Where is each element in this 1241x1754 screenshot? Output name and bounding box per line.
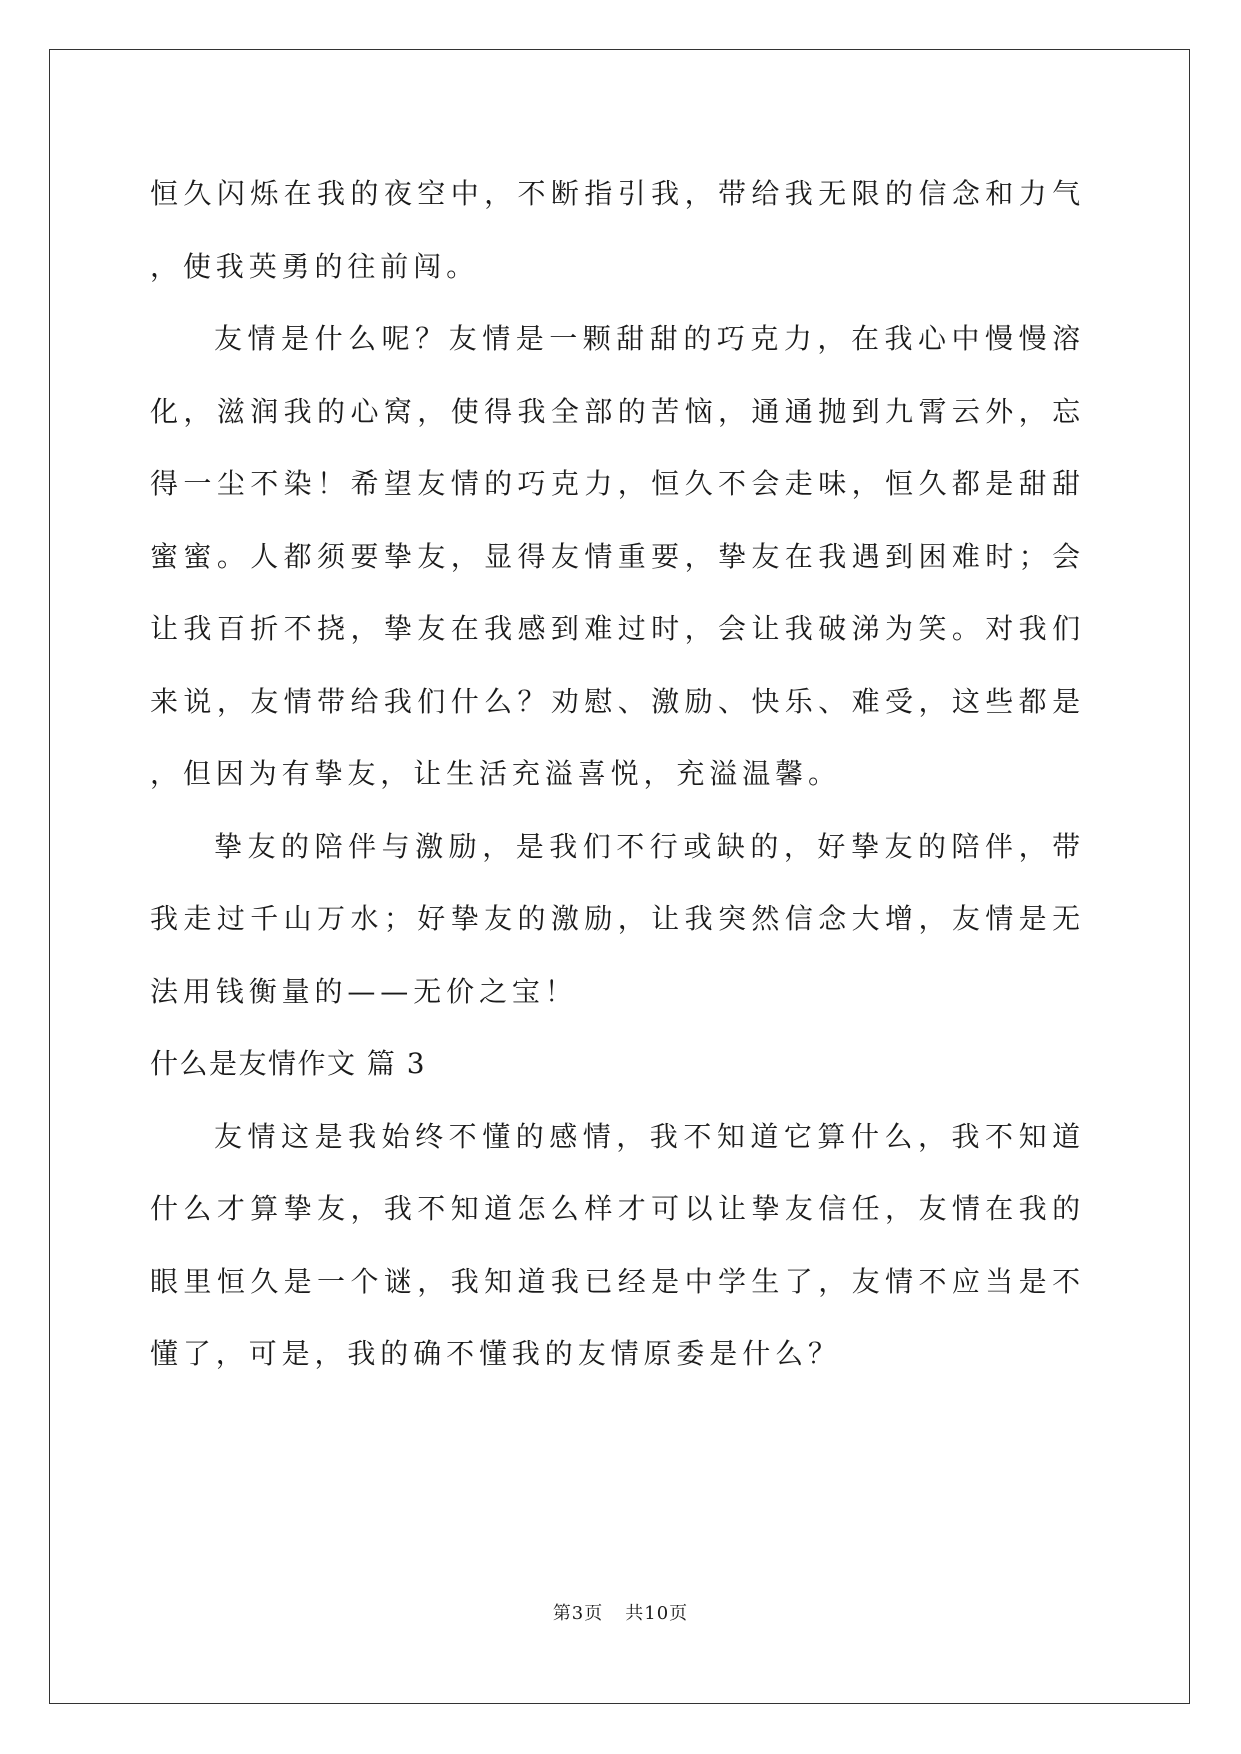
paragraph-friendship-chocolate: 友情是什么呢？友情是一颗甜甜的巧克力，在我心中慢慢溶化，滋润我的心窝，使得我全部的苦恼，通通抛到九霄云外，忘得一尘不染！希望友情的巧克力，恒久不会走味，恒久都是甜甜蜜蜜。人都须要挚友，显得友情重要，挚友在我遇到困难时；会让我百折不挠，挚友在我感到难过时，会让我破涕为笑。对我们来说，友情带给我们什么？劝慰、激励、快乐、难受，这些都是，但因为有挚友，让生活充溢喜悦，充溢温馨。 [150, 322, 1085, 790]
page-footer [0, 1599, 1241, 1625]
page-total: 共10页 [625, 1603, 689, 1624]
document-body [150, 158, 1085, 1391]
page-number: 第3页 [552, 1603, 604, 1624]
paragraph-friend-company: 挚友的陪伴与激励，是我们不行或缺的，好挚友的陪伴，带我走过千山万水；好挚友的激励，让我突然信念大增，友情是无法用钱衡量的——无价之宝！ [150, 829, 1085, 1008]
paragraph-continuation: 恒久闪烁在我的夜空中，不断指引我，带给我无限的信念和力气，使我英勇的往前闯。 [150, 177, 1085, 283]
paragraph-section-3-body: 友情这是我始终不懂的感情，我不知道它算什么，我不知道什么才算挚友，我不知道怎么样才可以让挚友信任，友情在我的眼里恒久是一个谜，我知道我已经是中学生了，友情不应当是不懂了，可是，我的确不懂我的友情原委是什么？ [150, 1119, 1085, 1370]
section-heading: 什么是友情作文 篇 3 [150, 1047, 427, 1080]
